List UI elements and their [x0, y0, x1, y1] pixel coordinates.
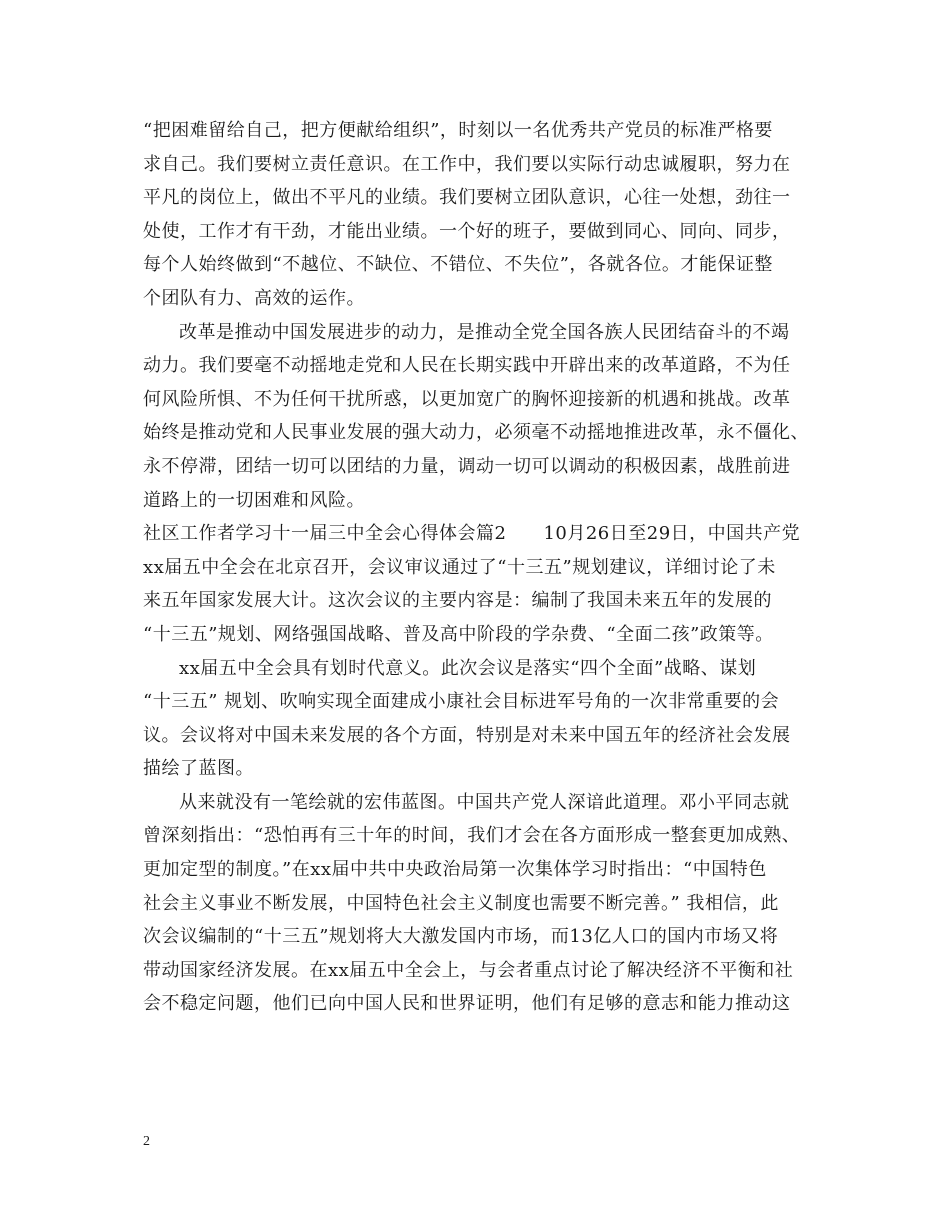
- text-line: xx届五中全会具有划时代意义。此次会议是落实“四个全面”战略、谋划: [179, 657, 757, 679]
- text-line: “把困难留给自己，把方便献给组织”，时刻以一名优秀共产党员的标准严格要: [143, 120, 773, 141]
- page-number: 2: [143, 1134, 150, 1149]
- text-line: 始终是推动党和人民事业发展的强大动力，必须毫不动摇地推进改革，永不僵化、: [143, 422, 809, 444]
- text-line: 动力。我们要毫不动摇地走党和人民在长期实践中开辟出来的改革道路，不为任: [143, 355, 791, 377]
- text-line: 带动国家经济发展。在xx届五中全会上，与会者重点讨论了解决经济不平衡和社: [143, 959, 794, 981]
- text-line: 描绘了蓝图。: [143, 758, 254, 780]
- text-line: 个团队有力、高效的运作。: [143, 287, 365, 309]
- text-line: 道路上的一切困难和风险。: [143, 489, 365, 511]
- text-line: 社会主义事业不断发展，中国特色社会主义制度也需要不断完善。” 我相信，此: [143, 892, 779, 914]
- text-line: 社区工作者学习十一届三中全会心得体会篇2 10月26日至29日，中国共产党: [143, 523, 801, 545]
- text-line: 平凡的岗位上，做出不平凡的业绩。我们要树立团队意识，心往一处想，劲往一: [143, 187, 791, 209]
- text-line: 来五年国家发展大计。这次会议的主要内容是：编制了我国未来五年的发展的: [143, 590, 772, 612]
- text-line: 何风险所惧、不为任何干扰所惑，以更加宽广的胸怀迎接新的机遇和挑战。改革: [143, 388, 791, 410]
- text-line: 曾深刻指出：“恐怕再有三十年的时间，我们才会在各方面形成一整套更加成熟、: [143, 825, 801, 847]
- text-line: 次会议编制的“十三五”规划将大大激发国内市场，而13亿人口的国内市场又将: [143, 926, 779, 948]
- text-line: 永不停滞，团结一切可以团结的力量，调动一切可以调动的积极因素，战胜前进: [143, 455, 791, 477]
- text-line: 从来就没有一笔绘就的宏伟蓝图。中国共产党人深谙此道理。邓小平同志就: [179, 791, 790, 813]
- text-line: 会不稳定问题，他们已向中国人民和世界证明，他们有足够的意志和能力推动这: [143, 993, 791, 1015]
- text-line: 求自己。我们要树立责任意识。在工作中，我们要以实际行动忠诚履职，努力在: [143, 153, 791, 175]
- text-line: 每个人始终做到“不越位、不缺位、不错位、不失位”，各就各位。才能保证整: [143, 254, 773, 276]
- text-line: “十三五”规划、网络强国战略、普及高中阶段的学杂费、“全面二孩”政策等。: [143, 623, 774, 645]
- text-line: 议。会议将对中国未来发展的各个方面，特别是对未来中国五年的经济社会发展: [143, 724, 791, 746]
- document-body: [143, 114, 823, 1021]
- text-line: 改革是推动中国发展进步的动力，是推动全党全国各族人民团结奋斗的不竭: [179, 321, 790, 343]
- text-line: 处使，工作才有干劲，才能出业绩。一个好的班子，要做到同心、同向、同步，: [143, 220, 791, 242]
- text-line: xx届五中全会在北京召开，会议审议通过了“十三五”规划建议，详细讨论了未: [143, 556, 776, 578]
- text-line: “十三五” 规划、吹响实现全面建成小康社会目标进军号角的一次非常重要的会: [143, 691, 780, 713]
- text-line: 更加定型的制度。”在xx届中共中央政治局第一次集体学习时指出：“中国特色: [143, 859, 767, 881]
